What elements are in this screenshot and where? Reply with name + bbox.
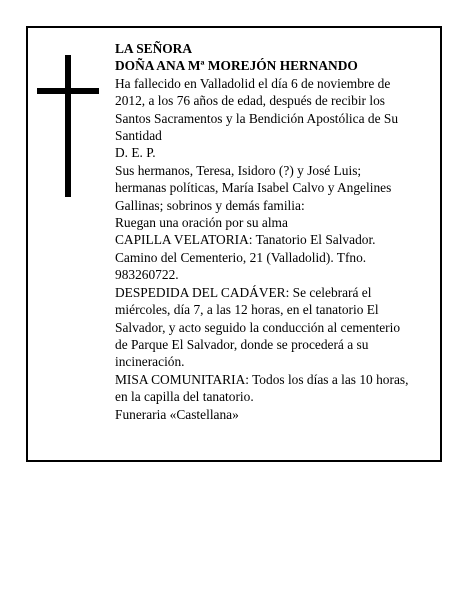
body-line-4: Santidad [115,128,162,144]
deceased-title: LA SEÑORA [115,41,193,56]
body-line-5: D. E. P. [115,145,156,161]
obituary-text [115,40,423,423]
body-line-11: Camino del Cementerio, 21 (Valladolid). Tfno. [115,249,367,265]
body-line-7: hermanas políticas, María Isabel Calvo y Angelines [115,180,392,196]
body-line-9: Ruegan una oración por su alma [115,215,288,231]
body-line-15: Salvador, y acto seguido la conducción al cementerio [115,319,401,335]
body-line-17: incineración. [115,354,185,370]
body-line-3: Santos Sacramentos y la Bendición Apostólica de Su [115,110,399,126]
body-line-20: Funeraria «Castellana» [115,406,239,422]
body-line-10: CAPILLA VELATORIA: Tanatorio El Salvador. [115,232,376,248]
body-line-12: 983260722. [115,267,179,283]
body-line-16: de Parque El Salvador, donde se procederá a su [115,336,369,352]
body-line-14: miércoles, día 7, a las 12 horas, en el tanatorio El [115,302,379,318]
body-line-2: 2012, a los 76 años de edad, después de recibir los [115,93,385,109]
body-line-19: en la capilla del tanatorio. [115,389,254,405]
deceased-name: DOÑA ANA Mª MOREJÓN HERNANDO [115,58,358,74]
body-line-1: Ha fallecido en Valladolid el día 6 de noviembre de [115,75,391,91]
body-line-13: DESPEDIDA DEL CADÁVER: Se celebrará el [115,284,372,300]
body-line-6: Sus hermanos, Teresa, Isidoro (?) y José Luis; [115,162,362,178]
latin-cross-icon [37,55,99,197]
body-line-18: MISA COMUNITARIA: Todos los días a las 10 horas, [115,371,409,387]
body-line-8: Gallinas; sobrinos y demás familia: [115,197,305,213]
cross-vertical-bar [65,55,71,197]
cross-horizontal-bar [37,88,99,94]
